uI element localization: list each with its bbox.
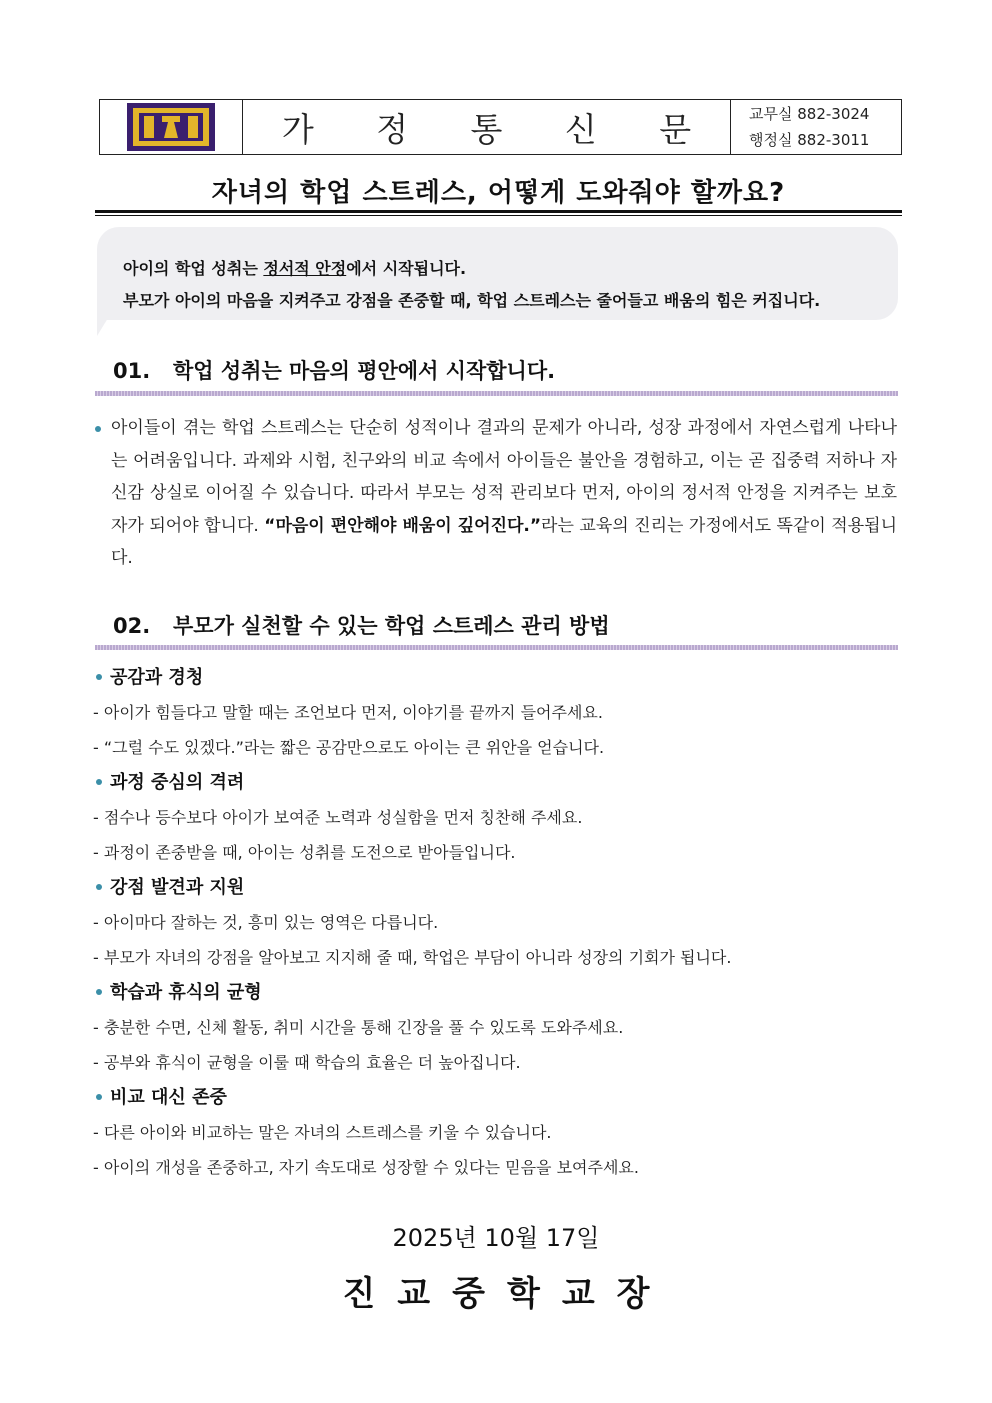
bullet-dot-icon — [96, 1094, 102, 1100]
bullet-dot-icon — [96, 779, 102, 785]
school-logo-icon — [126, 102, 216, 152]
bullet-dot-icon — [96, 884, 102, 890]
tips-list — [93, 660, 898, 1185]
callout-line-1: 아이의 학업 성취는 정서적 안정에서 시작됩니다. — [123, 259, 467, 278]
bullet-dot-icon — [96, 989, 102, 995]
title-rule-thin — [95, 215, 902, 216]
callout-emphasis: 정서적 안정 — [263, 259, 347, 278]
intro-callout — [97, 227, 898, 320]
title-rule-thick — [95, 210, 902, 213]
tip-item — [93, 765, 898, 870]
signer-name: 진교중학교장 — [342, 1274, 672, 1314]
tip-heading: 과정 중심의 격려 — [93, 765, 898, 800]
tip-item — [93, 870, 898, 975]
tip-heading: 공감과 경청 — [93, 660, 898, 695]
contact-admin: 행정실 882-3011 — [749, 131, 870, 149]
tip-heading: 학습과 휴식의 균형 — [93, 975, 898, 1010]
issue-date: 2025년 10월 17일 — [392, 1224, 600, 1252]
section-1-rule — [95, 391, 898, 396]
tip-line: - 다른 아이와 비교하는 말은 자녀의 스트레스를 키울 수 있습니다. — [93, 1123, 552, 1142]
tip-heading: 비교 대신 존중 — [93, 1080, 898, 1115]
letterhead-table — [99, 99, 902, 155]
section-1-number: 01. — [113, 359, 151, 383]
letter-type-title: 가 정 통 신 문 — [281, 109, 718, 149]
section-2-heading — [113, 610, 610, 640]
bullet-dot-icon — [96, 674, 102, 680]
contact-cell — [731, 100, 901, 154]
tip-line: - 아이가 힘들다고 말할 때는 조언보다 먼저, 이야기를 끝까지 들어주세요. — [93, 703, 603, 722]
callout-line-2: 부모가 아이의 마음을 지켜주고 강점을 존중할 때, 학업 스트레스는 줄어들고 배움의 힘은 커집니다. — [123, 291, 821, 310]
tip-line: - 점수나 등수보다 아이가 보여준 노력과 성실함을 먼저 칭찬해 주세요. — [93, 808, 583, 827]
tip-line: - 공부와 휴식이 균형을 이룰 때 학습의 효율은 더 높아집니다. — [93, 1053, 521, 1072]
section-2-number: 02. — [113, 614, 151, 638]
tip-line: - 부모가 자녀의 강점을 알아보고 지지해 줄 때, 학업은 부담이 아니라 성장의 기회가 됩니다. — [93, 948, 732, 967]
section-2-title: 부모가 실천할 수 있는 학업 스트레스 관리 방법 — [173, 614, 610, 638]
page-title: 자녀의 학업 스트레스, 어떻게 도와줘야 할까요? — [211, 178, 786, 208]
tip-item — [93, 1080, 898, 1185]
section-2-rule — [95, 645, 898, 650]
section-1-title: 학업 성취는 마음의 평안에서 시작합니다. — [173, 359, 556, 383]
tip-line: - 아이마다 잘하는 것, 흥미 있는 영역은 다릅니다. — [93, 913, 439, 932]
tip-line: - 아이의 개성을 존중하고, 자기 속도대로 성장할 수 있다는 믿음을 보여주세요. — [93, 1158, 639, 1177]
tip-heading: 강점 발견과 지원 — [93, 870, 898, 905]
letter-type-cell — [243, 100, 731, 154]
tip-item — [93, 660, 898, 765]
emphasis-quote: “마음이 편안해야 배움이 깊어진다.” — [264, 515, 542, 536]
bullet-dot-icon — [95, 426, 101, 432]
section-1-paragraph: 아이들이 겪는 학업 스트레스는 단순히 성적이나 결과의 문제가 아니라, 성장 과정에서 자연스럽게 나타나는 어려움입니다. 과제와 시험, 친구와의 비교 속에서 아이들은 불안을 경험하고, 이는 곧 집중력 저하나 자신감 상실로 이어질 수 있습니다. 따라서 부모는 성적 관리보다 먼저, 아이의 정서적 안정을 지켜주는 보호자가 되어야 합니다. “마음이 편안해야 배움이 깊어진다.”라는 교육의 진리는 가정에서도 똑같이 적용됩니다. — [95, 412, 897, 575]
tip-item — [93, 975, 898, 1080]
tip-line: - 충분한 수면, 신체 활동, 취미 시간을 통해 긴장을 풀 수 있도록 도와주세요. — [93, 1018, 624, 1037]
tip-line: - “그럴 수도 있겠다.”라는 짧은 공감만으로도 아이는 큰 위안을 얻습니다. — [93, 738, 605, 757]
school-logo-cell — [100, 100, 243, 154]
contact-office: 교무실 882-3024 — [749, 105, 870, 123]
section-1-heading — [113, 355, 555, 385]
tip-line: - 과정이 존중받을 때, 아이는 성취를 도전으로 받아들입니다. — [93, 843, 516, 862]
